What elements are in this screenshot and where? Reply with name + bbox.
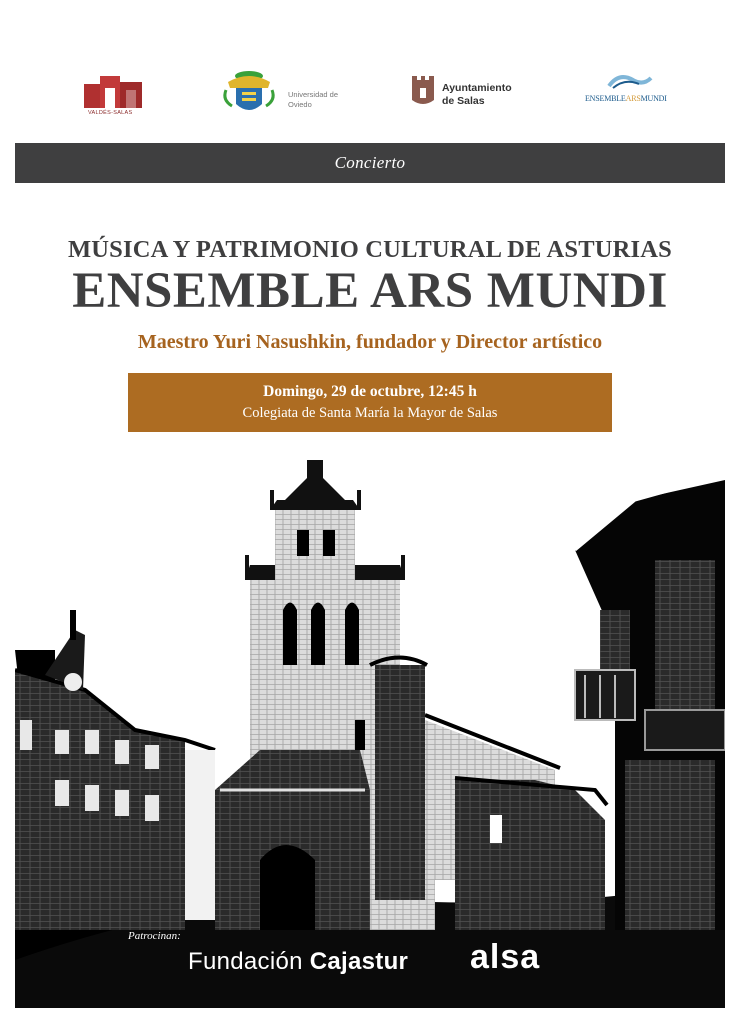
fundacion-prefix: Fundación (188, 948, 303, 975)
ayuntamiento-salas-text (442, 82, 512, 108)
wordmark-mundi: MUNDI (640, 94, 667, 103)
sponsors-label: Patrocinan: (128, 930, 181, 942)
fundacion-cajastur-logo (188, 948, 408, 976)
concierto-label: Concierto (334, 153, 406, 172)
ayuntamiento-line2: de Salas (442, 95, 485, 107)
director-line: Maestro Yuri Nasushkin, fundador y Director artístico (137, 331, 603, 353)
castle-tower-icon (410, 74, 436, 108)
alsa-logo: alsa (470, 938, 541, 976)
event-date: Domingo, 29 de octubre, 12:45 h (263, 383, 477, 400)
university-of-oviedo-logo (218, 68, 358, 118)
ensemble-ars-mundi-logo (585, 72, 675, 112)
university-name: Universidad de Oviedo (288, 90, 339, 109)
event-venue: Colegiata de Santa María la Mayor de Salas (242, 405, 498, 421)
sponsor-logos-row (0, 66, 740, 116)
cajastur-name: Cajastur (309, 948, 409, 975)
ayuntamiento-salas-logo (410, 74, 530, 114)
subtitle: MÚSICA Y PATRIMONIO CULTURAL DE ASTURIAS (67, 236, 673, 263)
church-illustration (15, 460, 725, 1008)
valdes-salas-logo (82, 74, 146, 120)
wordmark-ars: ARS (625, 94, 641, 103)
ensemble-swirl-icon (599, 72, 659, 92)
university-crest-icon (218, 68, 280, 116)
wordmark-ensemble: ENSEMBLE (585, 94, 626, 103)
valdes-salas-caption: VALDÉS-SALAS (88, 110, 133, 116)
valdes-salas-logo-icon (82, 74, 146, 108)
ayuntamiento-line1: Ayuntamiento (442, 82, 512, 94)
event-info-box (128, 373, 612, 432)
main-title: ENSEMBLE ARS MUNDI (72, 263, 668, 319)
concierto-banner (15, 143, 725, 183)
ensemble-ars-mundi-wordmark (585, 94, 667, 103)
